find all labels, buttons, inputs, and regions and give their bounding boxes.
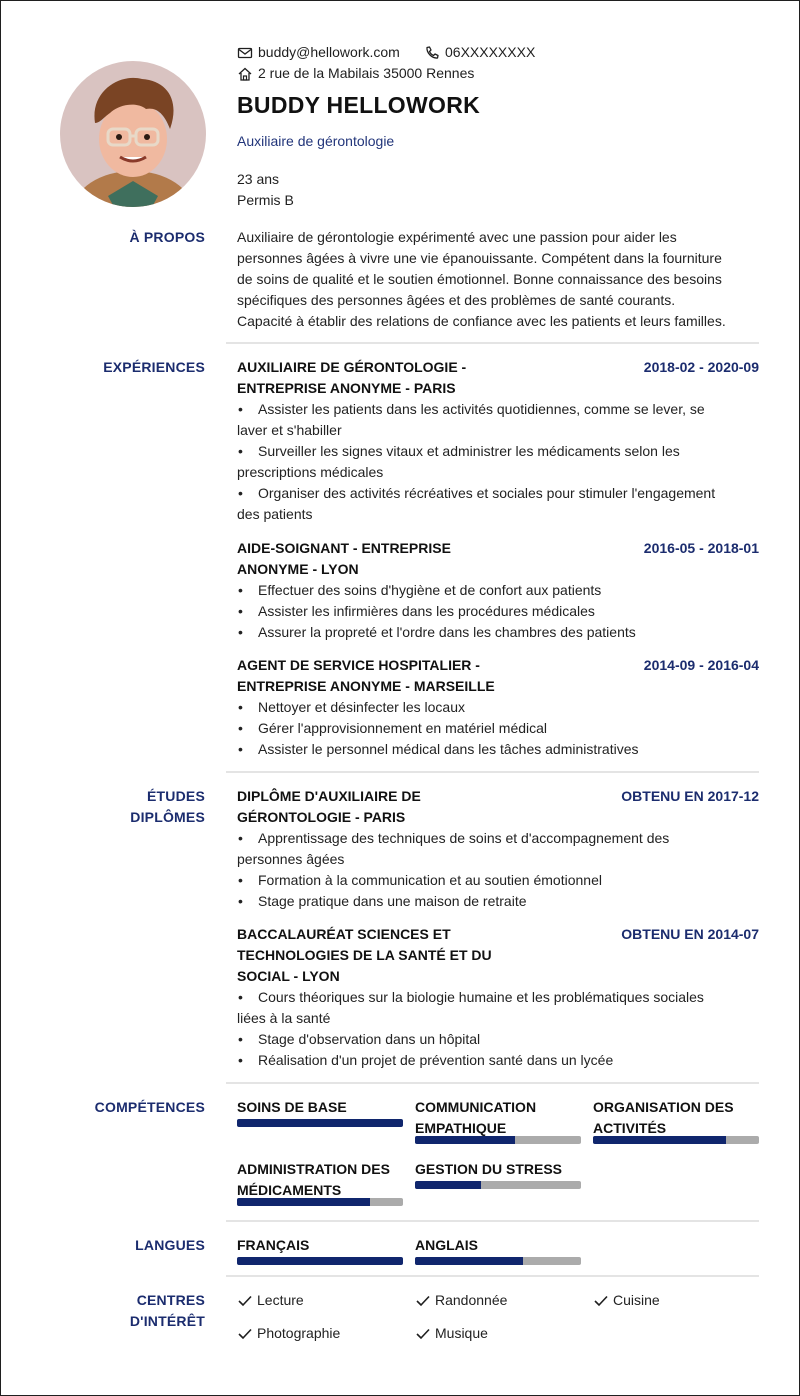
experience-title: [237, 655, 495, 697]
skill-name: SOINS DE BASE: [237, 1099, 347, 1115]
title-line: GÉRONTOLOGIE - PARIS: [237, 809, 406, 825]
bullet-continuation: laver et s'habiller: [237, 422, 342, 438]
bullet-item: • Cours théoriques sur la biologie humaine et les problématiques sociales: [237, 987, 761, 1008]
bullet-item: • Assister les infirmières dans les procédures médicales: [237, 601, 761, 622]
phone-text[interactable]: 06XXXXXXXX: [445, 44, 536, 60]
skill-item: [593, 1097, 759, 1144]
bullet-item: • Assister les patients dans les activités quotidiennes, comme se lever, se: [237, 399, 761, 420]
skill-bar: [237, 1119, 403, 1127]
language-name: ANGLAIS: [415, 1237, 478, 1253]
section-divider: [226, 771, 759, 773]
bullet-continuation: liées à la santé: [237, 1010, 331, 1026]
experience-bullets: [237, 580, 761, 643]
interest-item: [593, 1290, 660, 1311]
about-line: Auxiliaire de gérontologie expérimenté avec une passion pour aider les: [237, 229, 677, 245]
title-line: DIPLÔME D'AUXILIAIRE DE: [237, 788, 421, 804]
skill-name: GESTION DU STRESS: [415, 1161, 563, 1177]
experience-date: 2016-05 - 2018-01: [643, 540, 759, 556]
section-divider: [226, 342, 759, 344]
skill-name: ORGANISATION DES ACTIVITÉS: [593, 1099, 734, 1136]
bullet-item: • Stage d'observation dans un hôpital: [237, 1029, 761, 1050]
email-line: [237, 42, 400, 63]
bullet-continuation: personnes âgées: [237, 851, 345, 867]
email-text[interactable]: buddy@hellowork.com: [258, 44, 400, 60]
check-icon: [593, 1294, 609, 1308]
interest-item: [415, 1290, 507, 1311]
section-divider: [226, 1220, 759, 1222]
experience-title: [237, 357, 466, 399]
skill-bar-fill: [415, 1181, 481, 1189]
education-title: [237, 924, 492, 987]
experience-date: 2018-02 - 2020-09: [643, 359, 759, 375]
bullet-item: • Effectuer des soins d'hygiène et de confort aux patients: [237, 580, 761, 601]
title-line: ANONYME - LYON: [237, 561, 359, 577]
skill-item: [237, 1159, 403, 1206]
title-line: TECHNOLOGIES DE LA SANTÉ ET DU: [237, 947, 492, 963]
section-divider: [226, 1275, 759, 1277]
language-bar-fill: [237, 1257, 403, 1265]
bullet-item: • Apprentissage des techniques de soins et d'accompagnement des: [237, 828, 761, 849]
skill-name: COMMUNICATION EMPATHIQUE: [415, 1099, 537, 1136]
interest-label: Cuisine: [613, 1292, 660, 1308]
section-divider: [226, 1082, 759, 1084]
job-title: Auxiliaire de gérontologie: [237, 133, 395, 149]
skill-item: [415, 1097, 581, 1144]
skill-name: ADMINISTRATION DES MÉDICAMENTS: [237, 1161, 390, 1198]
check-icon: [415, 1327, 431, 1341]
bullet-item: • Stage pratique dans une maison de retraite: [237, 891, 761, 912]
education-date: OBTENU EN 2014-07: [621, 926, 759, 942]
bullet-continuation: prescriptions médicales: [237, 464, 384, 480]
experience-bullets: [237, 399, 761, 525]
bullet-item: • Réalisation d'un projet de prévention santé dans un lycée: [237, 1050, 761, 1071]
title-line: SOCIAL - LYON: [237, 968, 340, 984]
section-label-languages: LANGUES: [135, 1237, 205, 1253]
candidate-name: BUDDY HELLOWORK: [237, 92, 481, 118]
title-line: BACCALAURÉAT SCIENCES ET: [237, 926, 451, 942]
bullet-item: • Nettoyer et désinfecter les locaux: [237, 697, 761, 718]
interest-label: Lecture: [257, 1292, 304, 1308]
language-item: [415, 1235, 581, 1265]
about-line: personnes âgées à vivre une vie épanouissante. Compétent dans la fourniture: [237, 250, 722, 266]
experience-date: 2014-09 - 2016-04: [643, 657, 759, 673]
address-line: [237, 63, 474, 84]
interest-label: Photographie: [257, 1325, 341, 1341]
bullet-item: • Assurer la propreté et l'ordre dans les chambres des patients: [237, 622, 761, 643]
interest-item: [415, 1323, 488, 1344]
interest-item: [237, 1323, 340, 1344]
bullet-item: • Gérer l'approvisionnement en matériel médical: [237, 718, 761, 739]
language-bar: [415, 1257, 581, 1265]
skill-item: [415, 1159, 581, 1189]
about-line: Capacité à établir des relations de confiance avec les patients et leurs familles.: [237, 313, 726, 329]
title-line: ENTREPRISE ANONYME - PARIS: [237, 380, 456, 396]
section-label-about: À PROPOS: [129, 229, 205, 245]
section-label-interests: [130, 1290, 205, 1332]
driving-license: Permis B: [237, 192, 294, 208]
title-line: AGENT DE SERVICE HOSPITALIER -: [237, 657, 480, 673]
experience-bullets: [237, 697, 761, 760]
address-text: 2 rue de la Mabilais 35000 Rennes: [258, 65, 475, 81]
phone-line: [424, 42, 535, 63]
language-item: [237, 1235, 403, 1265]
language-bar: [237, 1257, 403, 1265]
education-bullets: [237, 987, 761, 1071]
bullet-item: • Formation à la communication et au soutien émotionnel: [237, 870, 761, 891]
check-icon: [237, 1294, 253, 1308]
age: 23 ans: [237, 171, 280, 187]
about-text: [237, 227, 761, 332]
skill-bar-fill: [237, 1119, 403, 1127]
label-line: ÉTUDES: [147, 788, 205, 804]
about-line: de soins de qualité et le soutien émotionnel. Bonne connaissance des besoins: [237, 271, 722, 287]
title-line: AIDE-SOIGNANT - ENTREPRISE: [237, 540, 451, 556]
label-line: DIPLÔMES: [130, 809, 205, 825]
profile-avatar: [60, 61, 206, 207]
label-line: D'INTÉRÊT: [129, 1313, 205, 1329]
title-line: AUXILIAIRE DE GÉRONTOLOGIE -: [237, 359, 467, 375]
interest-item: [237, 1290, 304, 1311]
section-label-experience: EXPÉRIENCES: [103, 359, 205, 375]
section-label-skills: COMPÉTENCES: [94, 1099, 205, 1115]
check-icon: [415, 1294, 431, 1308]
experience-title: [237, 538, 451, 580]
envelope-icon: [237, 45, 253, 61]
bullet-item: • Assister le personnel médical dans les tâches administratives: [237, 739, 761, 760]
interest-label: Randonnée: [435, 1292, 508, 1308]
label-line: CENTRES: [136, 1292, 205, 1308]
education-title: [237, 786, 421, 828]
check-icon: [237, 1327, 253, 1341]
education-bullets: [237, 828, 761, 912]
education-date: OBTENU EN 2017-12: [621, 788, 759, 804]
phone-icon: [424, 45, 440, 61]
skill-item: [237, 1097, 403, 1127]
title-line: ENTREPRISE ANONYME - MARSEILLE: [237, 678, 495, 694]
bullet-item: • Organiser des activités récréatives et sociales pour stimuler l'engagement: [237, 483, 761, 504]
bullet-item: • Surveiller les signes vitaux et administrer les médicaments selon les: [237, 441, 761, 462]
skill-bar: [415, 1181, 581, 1189]
home-icon: [237, 66, 253, 82]
language-bar-fill: [415, 1257, 523, 1265]
bullet-continuation: des patients: [237, 506, 313, 522]
about-line: spécifiques des personnes âgées et des problèmes de santé courants.: [237, 292, 676, 308]
interest-label: Musique: [435, 1325, 488, 1341]
section-label-education: [130, 786, 205, 828]
language-name: FRANÇAIS: [237, 1237, 310, 1253]
